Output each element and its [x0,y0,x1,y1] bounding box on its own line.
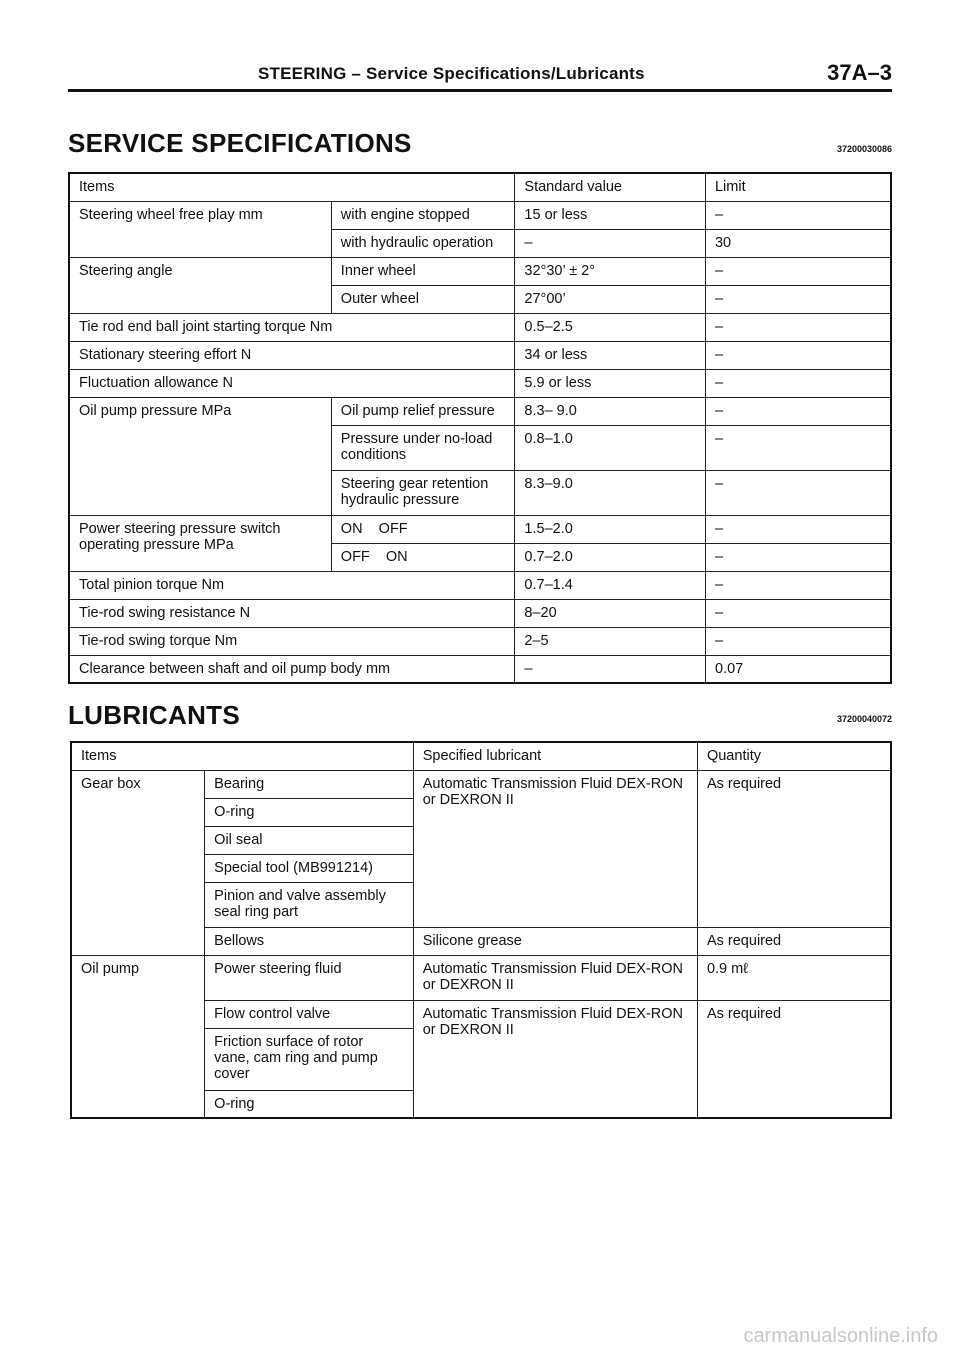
lubricant-part: O-ring [205,798,414,826]
spec-limit: – [705,515,891,543]
spec-standard-value: 2–5 [515,627,706,655]
spec-standard-value: 8.3–9.0 [515,470,706,515]
col-header-items: Items [71,742,413,770]
table-row [69,313,891,341]
header-page-number: 37A–3 [827,60,892,85]
table-row [69,571,891,599]
lubricants-title: LUBRICANTS [68,700,240,730]
table-row [69,201,891,229]
lubricants-code: 37200040072 [836,714,892,724]
spec-limit: 0.07 [705,655,891,683]
table-row [69,655,891,683]
col-header-limit: Limit [705,173,891,201]
spec-standard-value: 8.3– 9.0 [515,397,706,425]
spec-limit: – [705,257,891,285]
spec-standard-value: 34 or less [515,341,706,369]
spec-standard-value: 0.8–1.0 [515,425,706,470]
lubricant-part: Friction surface of rotor vane, cam ring and pump cover [205,1028,414,1090]
header-title: STEERING – Service Specifications/Lubricants [258,64,645,83]
spec-item-label: Clearance between shaft and oil pump body mm [69,655,515,683]
spec-limit: – [705,313,891,341]
spec-limit: – [705,627,891,655]
lubricant-quantity: As required [697,927,891,955]
spec-item-label: Steering angle [69,257,331,313]
table-row [69,599,891,627]
col-header-lubricant: Specified lubricant [413,742,697,770]
service-specifications-title: SERVICE SPECIFICATIONS [68,128,412,158]
lubricant-spec: Automatic Transmission Fluid DEX-RON or DEXRON II [413,770,697,927]
spec-limit: – [705,425,891,470]
lubricant-quantity: As required [697,770,891,927]
col-header-quantity: Quantity [697,742,891,770]
lubricant-spec: Automatic Transmission Fluid DEX-RON or DEXRON II [413,955,697,1000]
page-header [68,58,892,92]
spec-condition: with hydraulic operation [331,229,515,257]
service-specifications-code: 37200030086 [836,144,892,154]
spec-standard-value: 5.9 or less [515,369,706,397]
col-header-standard: Standard value [515,173,706,201]
spec-standard-value: 1.5–2.0 [515,515,706,543]
table-row [71,770,891,798]
spec-standard-value: – [515,655,706,683]
service-specifications-table [68,172,892,684]
lubricant-quantity: As required [697,1000,891,1118]
spec-limit: – [705,470,891,515]
spec-item-label: Fluctuation allowance N [69,369,515,397]
spec-standard-value: 27°00’ [515,285,706,313]
col-header-items: Items [69,173,515,201]
spec-condition: OFF ON [331,543,515,571]
spec-condition: Outer wheel [331,285,515,313]
spec-item-label: Tie rod end ball joint starting torque Nm [69,313,515,341]
watermark: carmanualsonline.info [743,1325,938,1347]
spec-standard-value: 8–20 [515,599,706,627]
spec-limit: – [705,397,891,425]
spec-limit: – [705,285,891,313]
spec-condition: Pressure under no-load conditions [331,425,515,470]
spec-limit: – [705,201,891,229]
spec-item-label: Total pinion torque Nm [69,571,515,599]
table-row [69,515,891,543]
spec-standard-value: 0.7–1.4 [515,571,706,599]
spec-item-label: Tie-rod swing torque Nm [69,627,515,655]
table-row [69,627,891,655]
lubricants-table [70,741,892,1119]
lubricant-part: Bearing [205,770,414,798]
spec-standard-value: 0.5–2.5 [515,313,706,341]
lubricant-header-row [71,742,891,770]
spec-limit: – [705,571,891,599]
table-row [69,341,891,369]
spec-condition: Steering gear retention hydraulic pressure [331,470,515,515]
spec-condition: ON OFF [331,515,515,543]
spec-limit: – [705,599,891,627]
spec-standard-value: 15 or less [515,201,706,229]
lubricant-part: Power steering fluid [205,955,414,1000]
spec-limit: – [705,369,891,397]
lubricant-part: Bellows [205,927,414,955]
lubricant-part: Flow control valve [205,1000,414,1028]
spec-header-row [69,173,891,201]
spec-standard-value: 0.7–2.0 [515,543,706,571]
table-row [71,955,891,1000]
lubricant-item-label: Gear box [71,770,205,955]
table-row [69,369,891,397]
lubricant-part: Special tool (MB991214) [205,854,414,882]
lubricant-part: Pinion and valve assembly seal ring part [205,882,414,927]
lubricant-spec: Silicone grease [413,927,697,955]
spec-item-label: Tie-rod swing resistance N [69,599,515,627]
table-row [69,397,891,425]
spec-condition: Oil pump relief pressure [331,397,515,425]
lubricant-part: Oil seal [205,826,414,854]
spec-limit: 30 [705,229,891,257]
spec-limit: – [705,341,891,369]
lubricant-item-label: Oil pump [71,955,205,1118]
spec-item-label: Oil pump pressure MPa [69,397,331,515]
spec-condition: with engine stopped [331,201,515,229]
spec-standard-value: 32°30’ ± 2° [515,257,706,285]
spec-item-label: Stationary steering effort N [69,341,515,369]
spec-standard-value: – [515,229,706,257]
lubricant-part: O-ring [205,1090,414,1118]
spec-item-label: Steering wheel free play mm [69,201,331,257]
spec-item-label: Power steering pressure switch operating pressure MPa [69,515,331,571]
table-row [69,257,891,285]
spec-limit: – [705,543,891,571]
spec-condition: Inner wheel [331,257,515,285]
lubricant-quantity: 0.9 mℓ [697,955,891,1000]
header-rule [68,89,892,92]
lubricant-spec: Automatic Transmission Fluid DEX-RON or DEXRON II [413,1000,697,1118]
